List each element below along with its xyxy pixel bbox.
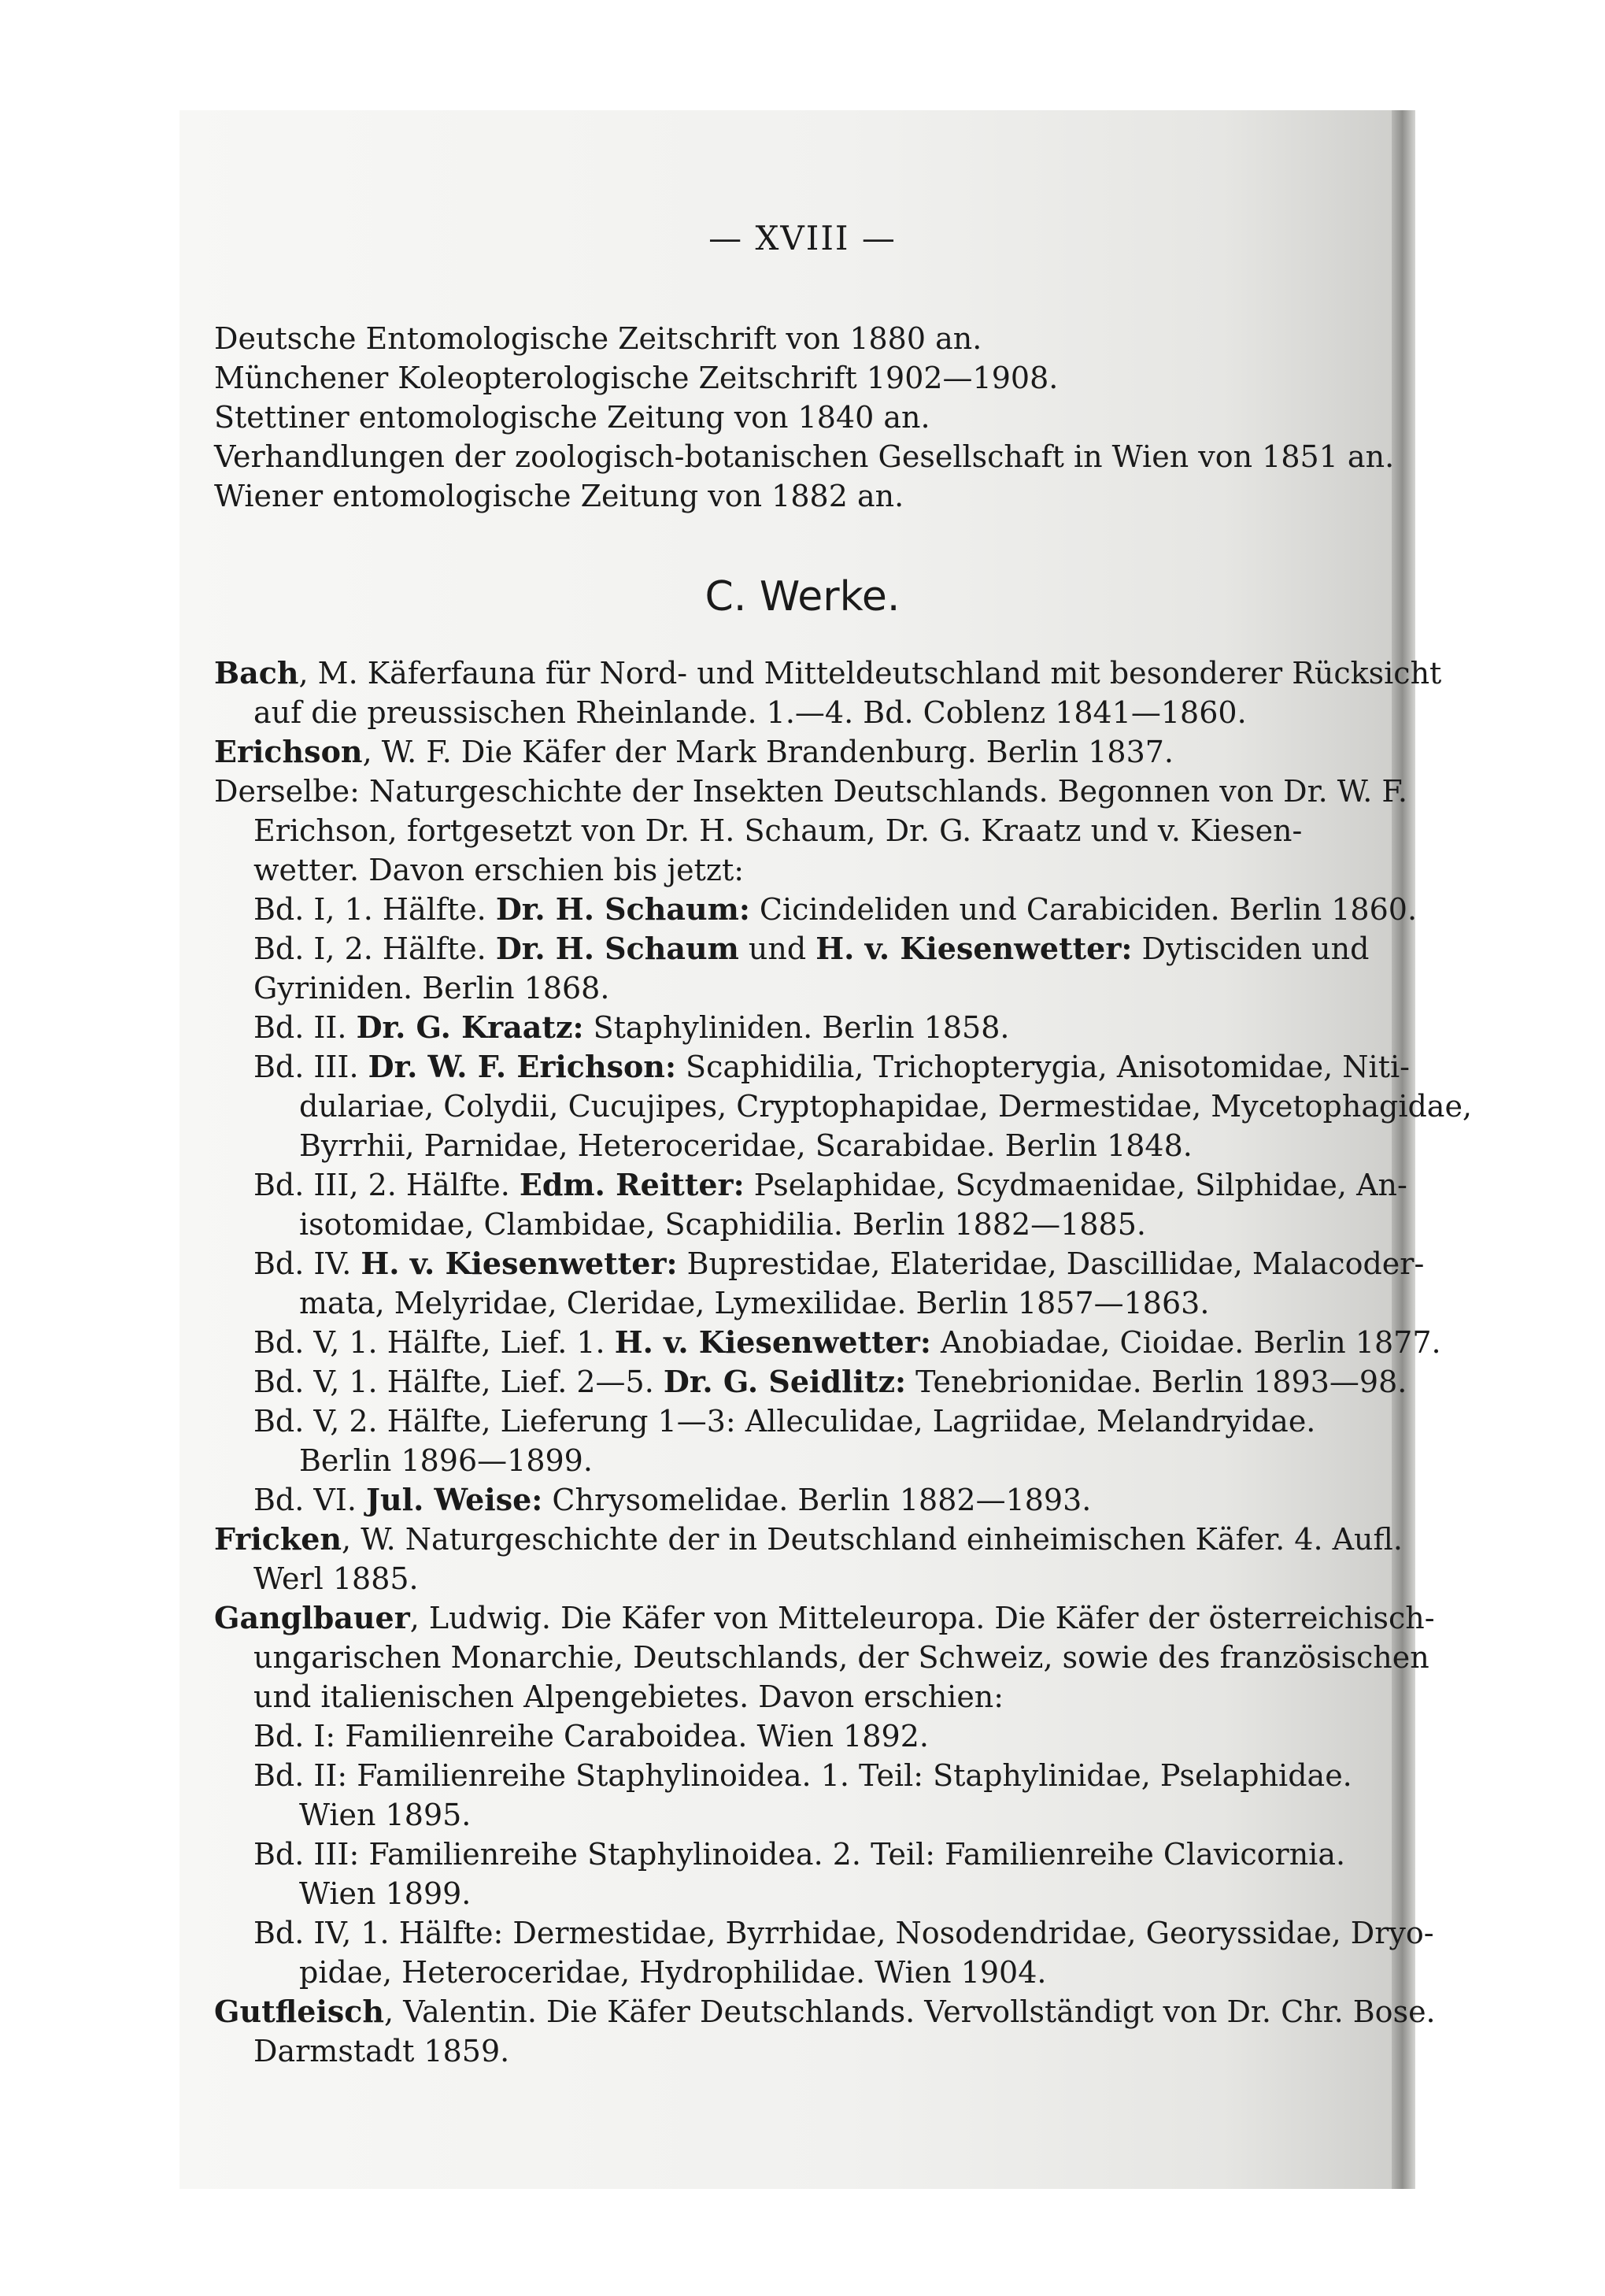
citation-text: Bd. IV, 1. Hälfte: Dermestidae, Byrrhidae, Nosodendridae, Georyssidae, Dryo- <box>253 1916 1434 1950</box>
author-name: Dr. W. F. Erichson: <box>368 1049 676 1084</box>
bibliography-line <box>253 1008 1009 1047</box>
author-name: Dr. G. Seidlitz: <box>663 1364 907 1399</box>
author-name: Fricken <box>214 1521 342 1557</box>
bibliography-line <box>299 1795 471 1835</box>
citation-text: Staphyliniden. Berlin 1858. <box>583 1010 1010 1045</box>
bibliography-line <box>253 1402 1315 1441</box>
journal-line: Wiener entomologische Zeitung von 1882 an. <box>214 479 904 513</box>
citation-text: Chrysomelidae. Berlin 1882—1893. <box>542 1483 1092 1517</box>
author-name: H. v. Kiesenwetter: <box>614 1324 931 1360</box>
bibliography-line <box>253 1756 1352 1795</box>
citation-text: Buprestidae, Elateridae, Dascillidae, Malacoder- <box>677 1246 1425 1281</box>
citation-text: Bd. IV. <box>253 1246 361 1281</box>
bibliography-line <box>253 929 1369 968</box>
citation-text: Bd. V, 2. Hälfte, Lieferung 1—3: Alleculidae, Lagriidae, Melandryidae. <box>253 1404 1316 1439</box>
citation-text: Darmstadt 1859. <box>253 2034 510 2068</box>
bibliography-line <box>253 811 1302 850</box>
author-name: Gutfleisch <box>214 1994 385 2029</box>
journal-line: Deutsche Entomologische Zeitschrift von 1880 an. <box>214 321 982 356</box>
bibliography-line <box>253 890 1417 929</box>
bibliography-line <box>253 2031 509 2071</box>
bibliography-line <box>299 1205 1146 1244</box>
citation-text: auf die preussischen Rheinlande. 1.—4. Bd. Coblenz 1841—1860. <box>253 695 1247 730</box>
author-name: Dr. H. Schaum <box>495 931 739 966</box>
bibliography-line <box>299 1126 1193 1165</box>
citation-text: pidae, Heteroceridae, Hydrophilidae. Wien 1904. <box>299 1955 1047 1990</box>
author-name: Dr. G. Kraatz: <box>356 1009 584 1045</box>
journal-line: Münchener Koleopterologische Zeitschrift 1902—1908. <box>214 361 1059 395</box>
bibliography-line <box>253 1244 1424 1283</box>
citation-text: dulariae, Colydii, Cucujipes, Cryptophapidae, Dermestidae, Mycetophagidae, <box>299 1089 1473 1124</box>
author-name: Dr. H. Schaum: <box>495 891 750 927</box>
bibliography-line <box>299 1874 471 1913</box>
citation-text: , Valentin. Die Käfer Deutschlands. Vervollständigt von Dr. Chr. Bose. <box>384 1994 1436 2029</box>
citation-text: Bd. I, 1. Hälfte. <box>253 892 496 927</box>
bibliography-line <box>253 1913 1434 1953</box>
citation-text: Bd. II. <box>253 1010 357 1045</box>
citation-text: Scaphidilia, Trichopterygia, Anisotomidae, Niti- <box>675 1050 1410 1084</box>
page-number: — XVIII — <box>708 219 897 257</box>
citation-text: Bd. V, 1. Hälfte, Lief. 2—5. <box>253 1365 664 1399</box>
citation-text: Bd. III, 2. Hälfte. <box>253 1168 520 1202</box>
bibliography-line <box>299 1441 593 1480</box>
bibliography-line <box>253 1638 1429 1677</box>
author-name: Erichson <box>214 734 363 769</box>
citation-text: Wien 1895. <box>299 1798 472 1832</box>
bibliography-line <box>253 1047 1410 1087</box>
author-name: Jul. Weise: <box>366 1482 543 1517</box>
bibliography-line <box>214 654 1441 693</box>
citation-text: , W. F. Die Käfer der Mark Brandenburg. Berlin 1837. <box>362 735 1174 769</box>
citation-text: isotomidae, Clambidae, Scaphidilia. Berlin 1882—1885. <box>299 1207 1146 1242</box>
citation-text: wetter. Davon erschien bis jetzt: <box>253 853 745 887</box>
citation-text: Tenebrionidae. Berlin 1893—98. <box>906 1365 1407 1399</box>
bibliography-line <box>253 693 1247 732</box>
citation-text: , Ludwig. Die Käfer von Mitteleuropa. Die Käfer der österreichisch- <box>409 1601 1435 1635</box>
section-heading: C. Werke. <box>704 573 901 620</box>
bibliography-line <box>253 968 609 1008</box>
citation-text: Bd. I, 2. Hälfte. <box>253 931 496 966</box>
journal-line: Stettiner entomologische Zeitung von 1840 an. <box>214 400 930 435</box>
citation-text: ungarischen Monarchie, Deutschlands, der Schweiz, sowie des französischen <box>253 1640 1429 1675</box>
bibliography-line <box>253 1835 1345 1874</box>
citation-text: , W. Naturgeschichte der in Deutschland einheimischen Käfer. 4. Aufl. <box>342 1522 1403 1557</box>
citation-text: Cicindeliden und Carabiciden. Berlin 1860. <box>749 892 1418 927</box>
bibliography-line <box>299 1087 1472 1126</box>
bibliography-line <box>253 1559 419 1598</box>
citation-text: Derselbe: Naturgeschichte der Insekten Deutschlands. Begonnen von Dr. W. F. <box>214 774 1407 809</box>
citation-text: Bd. VI. <box>253 1483 367 1517</box>
citation-text: Bd. II: Familienreihe Staphylinoidea. 1. Teil: Staphylinidae, Pselaphidae. <box>253 1758 1352 1793</box>
bibliography-line <box>214 1520 1403 1559</box>
bibliography-line <box>253 850 744 890</box>
bibliography-line <box>253 1677 1004 1716</box>
bibliography-line <box>214 732 1174 772</box>
citation-text: Bd. III: Familienreihe Staphylinoidea. 2. Teil: Familienreihe Clavicornia. <box>253 1837 1346 1872</box>
citation-text: mata, Melyridae, Cleridae, Lymexilidae. Berlin 1857—1863. <box>299 1286 1210 1320</box>
bibliography-line <box>214 1598 1435 1638</box>
citation-text: Pselaphidae, Scydmaenidae, Silphidae, An- <box>744 1168 1407 1202</box>
citation-text: , M. Käferfauna für Nord- und Mitteldeutschland mit besonderer Rücksicht <box>298 656 1442 691</box>
bibliography-line <box>253 1480 1091 1520</box>
citation-text: Bd. I: Familienreihe Caraboidea. Wien 1892. <box>253 1719 929 1753</box>
citation-text: Erichson, fortgesetzt von Dr. H. Schaum, Dr. G. Kraatz und v. Kiesen- <box>253 813 1303 848</box>
citation-text: Anobiadae, Cioidae. Berlin 1877. <box>930 1325 1441 1360</box>
citation-text: Gyriniden. Berlin 1868. <box>253 971 610 1005</box>
citation-text: Wien 1899. <box>299 1876 472 1911</box>
bibliography-line <box>299 1283 1209 1323</box>
author-name: H. v. Kiesenwetter: <box>815 931 1133 966</box>
citation-text: Berlin 1896—1899. <box>299 1443 593 1478</box>
citation-text: Bd. V, 1. Hälfte, Lief. 1. <box>253 1325 615 1360</box>
citation-text: und <box>738 931 816 966</box>
citation-text: Dytisciden und <box>1132 931 1370 966</box>
bibliography-line <box>214 1992 1436 2031</box>
bibliography-line <box>253 1362 1407 1402</box>
citation-text: Byrrhii, Parnidae, Heteroceridae, Scarabidae. Berlin 1848. <box>299 1128 1193 1163</box>
citation-text: Bd. III. <box>253 1050 368 1084</box>
page-edge-shadow <box>1392 110 1415 2189</box>
bibliography-line <box>214 772 1407 811</box>
author-name: Ganglbauer <box>214 1600 410 1635</box>
author-name: H. v. Kiesenwetter: <box>361 1246 678 1281</box>
author-name: Bach <box>214 655 299 691</box>
journal-line: Verhandlungen der zoologisch-botanischen Gesellschaft in Wien von 1851 an. <box>214 439 1395 474</box>
bibliography-line <box>253 1165 1407 1205</box>
author-name: Edm. Reitter: <box>519 1167 745 1202</box>
citation-text: und italienischen Alpengebietes. Davon erschien: <box>253 1679 1004 1714</box>
bibliography-line <box>299 1953 1046 1992</box>
bibliography-line <box>253 1323 1441 1362</box>
citation-text: Werl 1885. <box>253 1561 419 1596</box>
bibliography-line <box>253 1716 929 1756</box>
